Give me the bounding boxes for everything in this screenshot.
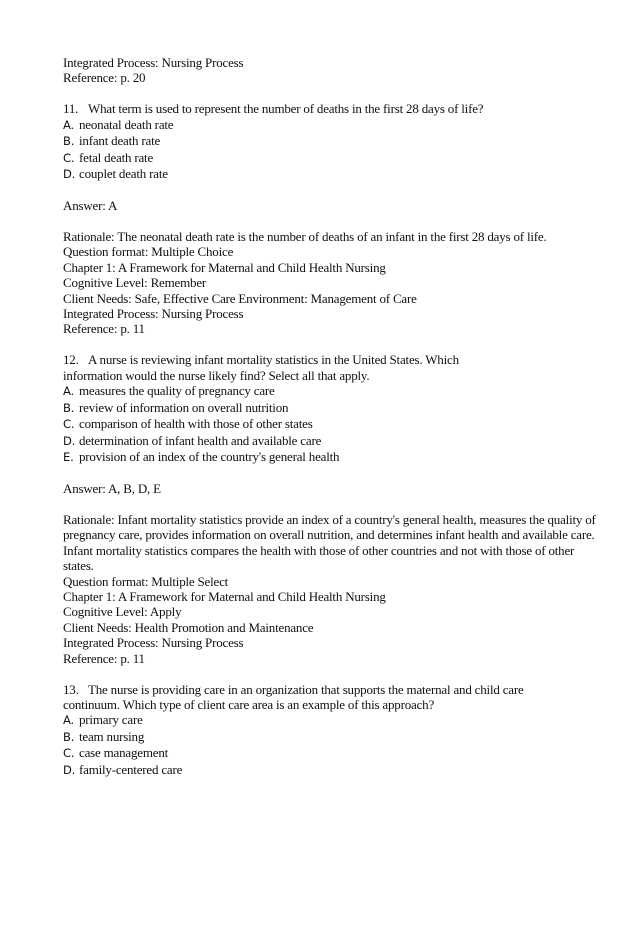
- document-page: [63, 55, 603, 778]
- chapter: Chapter 1: A Framework for Maternal and Child Health Nursing: [63, 259, 386, 275]
- chapter: Chapter 1: A Framework for Maternal and Child Health Nursing: [63, 588, 386, 604]
- answer: Answer: A: [63, 198, 118, 214]
- question-stem: 12. A nurse is reviewing infant mortality statistics in the United States. Which: [63, 352, 459, 368]
- option-a: A. measures the quality of pregnancy care: [63, 383, 275, 399]
- rationale: Rationale: Infant mortality statistics provide an index of a country's general health, measures the quality of pregnancy care, provides information on overall nutrition, and determines infant health and available care. Infant mortality statistics compares the health with those of other countries and not with those of other states.: [63, 511, 596, 574]
- option-b: B. review of information on overall nutrition: [63, 399, 289, 415]
- question-format: Question format: Multiple Choice: [63, 244, 234, 260]
- question-number: 11.: [63, 101, 79, 117]
- reference: Reference: p. 11: [63, 650, 145, 666]
- option-c: C. comparison of health with those of other states: [63, 416, 313, 432]
- option-a: A. neonatal death rate: [63, 116, 174, 132]
- integrated-process: Integrated Process: Nursing Process: [63, 306, 244, 322]
- option-b: B. infant death rate: [63, 133, 161, 149]
- option-c: C. case management: [63, 745, 169, 761]
- client-needs: Client Needs: Safe, Effective Care Environment: Management of Care: [63, 290, 417, 306]
- answer: Answer: A, B, D, E: [63, 480, 161, 496]
- option-b: B. team nursing: [63, 728, 145, 744]
- integrated-process: Integrated Process: Nursing Process: [63, 55, 244, 70]
- question-stem: 13. The nurse is providing care in an organization that supports the maternal and child care: [63, 681, 524, 697]
- integrated-process: Integrated Process: Nursing Process: [63, 635, 244, 651]
- question-13: [63, 682, 603, 778]
- rationale: Rationale: The neonatal death rate is the number of deaths of an infant in the first 28 days of life.: [63, 229, 547, 245]
- cognitive-level: Cognitive Level: Remember: [63, 275, 207, 291]
- question-format: Question format: Multiple Select: [63, 573, 229, 589]
- question-stem-cont: continuum. Which type of client care area is an example of this approach?: [63, 696, 435, 712]
- reference: Reference: p. 20: [63, 70, 146, 86]
- option-d: D. couplet death rate: [63, 166, 168, 182]
- client-needs: Client Needs: Health Promotion and Maintenance: [63, 619, 314, 635]
- option-d: D. family-centered care: [63, 761, 183, 777]
- question-number: 12.: [63, 352, 79, 368]
- option-c: C. fetal death rate: [63, 149, 154, 165]
- question-11: [63, 101, 603, 336]
- question-stem: 11. What term is used to represent the number of deaths in the first 28 days of life?: [63, 101, 484, 117]
- option-a: A. primary care: [63, 712, 143, 728]
- question-12: [63, 352, 603, 666]
- question-number: 13.: [63, 681, 79, 697]
- option-e: E. provision of an index of the country's general health: [63, 448, 340, 464]
- option-d: D. determination of infant health and available care: [63, 432, 322, 448]
- reference: Reference: p. 11: [63, 321, 145, 337]
- question-stem-cont: information would the nurse likely find? Select all that apply.: [63, 367, 370, 383]
- cognitive-level: Cognitive Level: Apply: [63, 604, 182, 620]
